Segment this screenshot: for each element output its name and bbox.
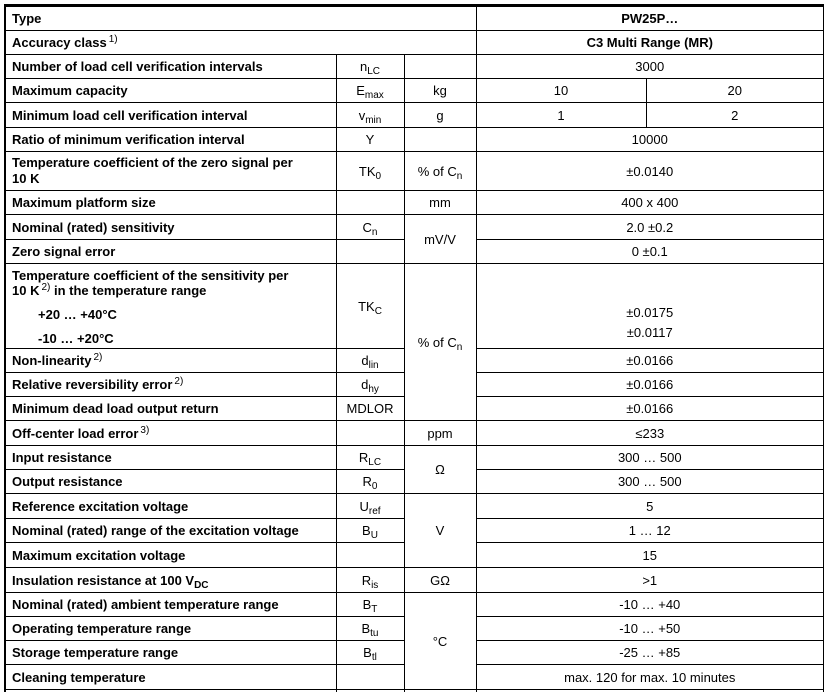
value: >1 (476, 568, 824, 593)
value-range1: 10 (476, 79, 646, 103)
symbol: $d_{lin}$ (336, 349, 404, 373)
type-value: PW25P… (476, 6, 824, 31)
param-label: Ratio of minimum verification interval (5, 128, 336, 152)
symbol: $n_{LC}$ (336, 55, 404, 79)
footnote-marker: 2) (174, 376, 184, 387)
value: ≤233 (476, 421, 824, 446)
unit: Ω (404, 446, 476, 494)
symbol (336, 543, 404, 568)
param-label: Relative reversibility error $^{2)}$ (5, 373, 336, 397)
unit: mV/V (404, 215, 476, 264)
symbol: $R_{LC}$ (336, 446, 404, 470)
param-label: Output resistance (5, 470, 336, 494)
row-ambient-temperature-range (5, 593, 824, 617)
unit: g (404, 103, 476, 128)
symbol: MDLOR (336, 397, 404, 421)
symbol: $E_{max}$ (336, 79, 404, 103)
value: -25 … +85 (476, 641, 824, 665)
row-verification-intervals (5, 55, 824, 79)
symbol: $d_{hy}$ (336, 373, 404, 397)
symbol: $TK_C$ (336, 264, 404, 349)
value: 400 x 400 (476, 191, 824, 215)
value-range2: 20 (646, 79, 824, 103)
unit: mm (404, 191, 476, 215)
temp-range-1: +20 … +40°C (38, 307, 117, 322)
unit: °C (404, 593, 476, 690)
row-insulation-resistance (5, 568, 824, 593)
row-input-resistance (5, 446, 824, 470)
symbol: $B_{tl}$ (336, 641, 404, 665)
value-range2: 2 (646, 103, 824, 128)
value: 0 ±0.1 (476, 240, 824, 264)
type-label: Type (12, 11, 42, 26)
unit: GΩ (404, 568, 476, 593)
value: 10000 (476, 128, 824, 152)
param-label: Nominal (rated) sensitivity (5, 215, 336, 240)
value: 2.0 ±0.2 (476, 215, 824, 240)
footnote-marker: 2) (93, 352, 103, 363)
param-label: Nominal (rated) ambient temperature range (5, 593, 336, 617)
symbol: Y (336, 128, 404, 152)
unit: % of $C_n$ (404, 152, 476, 191)
row-reference-excitation-voltage (5, 494, 824, 519)
param-label: Minimum load cell verification interval (5, 103, 336, 128)
symbol: $R_{is}$ (336, 568, 404, 593)
unit: kg (404, 79, 476, 103)
value: ±0.0166 (476, 397, 824, 421)
value-range1: 1 (476, 103, 646, 128)
load-cell-spec-table (4, 4, 824, 692)
value: 15 (476, 543, 824, 568)
value: ±0.0166 (476, 373, 824, 397)
value-range-1: ±0.0175 (626, 305, 674, 320)
value (476, 264, 824, 349)
value: 1 … 12 (476, 519, 824, 543)
symbol (336, 191, 404, 215)
value: -10 … +50 (476, 617, 824, 641)
spec-table-wrapper (4, 4, 824, 692)
footnote-marker: 1) (108, 34, 118, 45)
temp-range-2: -10 … +20°C (38, 331, 114, 346)
symbol (336, 240, 404, 264)
symbol: $B_U$ (336, 519, 404, 543)
row-off-center-load-error (5, 421, 824, 446)
value-range-2: ±0.0117 (626, 325, 673, 340)
param-label: Reference excitation voltage (5, 494, 336, 519)
param-label: Maximum platform size (5, 191, 336, 215)
value: 300 … 500 (476, 470, 824, 494)
param-label: Maximum capacity (5, 79, 336, 103)
param-label (5, 6, 476, 31)
symbol: $R_0$ (336, 470, 404, 494)
param-label: Temperature coefficient of the sensitivity per 10 K $^{2)}$ in the temperature range +20 … +40°C -10 … +20°C (5, 264, 336, 349)
row-maximum-capacity (5, 79, 824, 103)
param-label: Nominal (rated) range of the excitation voltage (5, 519, 336, 543)
param-label: Cleaning temperature (5, 665, 336, 690)
symbol: $C_n$ (336, 215, 404, 240)
symbol (336, 665, 404, 690)
row-maximum-platform-size (5, 191, 824, 215)
row-ratio-verification-interval (5, 128, 824, 152)
value: -10 … +40 (476, 593, 824, 617)
param-label: Operating temperature range (5, 617, 336, 641)
value: 300 … 500 (476, 446, 824, 470)
symbol: $TK_0$ (336, 152, 404, 191)
unit (404, 55, 476, 79)
unit: % of $C_n$ (404, 264, 476, 421)
param-label: Minimum dead load output return (5, 397, 336, 421)
value: 3000 (476, 55, 824, 79)
param-label: Accuracy class $^{1)}$ (5, 31, 476, 55)
row-minimum-verification-interval (5, 103, 824, 128)
row-type (5, 6, 824, 31)
unit: ppm (404, 421, 476, 446)
symbol: $B_T$ (336, 593, 404, 617)
param-label: Insulation resistance at 100 $V_{DC}$ (5, 568, 336, 593)
symbol (336, 421, 404, 446)
param-label: Temperature coefficient of the zero signal per 10 K (5, 152, 336, 191)
row-temp-coeff-zero-signal (5, 152, 824, 191)
footnote-marker: 2) (41, 282, 51, 293)
row-nominal-sensitivity (5, 215, 824, 240)
symbol: $B_{tu}$ (336, 617, 404, 641)
row-temp-coeff-sensitivity (5, 264, 824, 349)
param-label: Storage temperature range (5, 641, 336, 665)
value: ±0.0140 (476, 152, 824, 191)
param-label: Off-center load error $^{3)}$ (5, 421, 336, 446)
unit: V (404, 494, 476, 568)
value: max. 120 for max. 10 minutes (476, 665, 824, 690)
symbol: $U_{ref}$ (336, 494, 404, 519)
symbol: $v_{min}$ (336, 103, 404, 128)
value: 5 (476, 494, 824, 519)
param-label: Non-linearity $^{2)}$ (5, 349, 336, 373)
footnote-marker: 3) (140, 424, 150, 436)
param-label: Maximum excitation voltage (5, 543, 336, 568)
accuracy-value: C3 Multi Range (MR) (476, 31, 824, 55)
param-label: Input resistance (5, 446, 336, 470)
value: ±0.0166 (476, 349, 824, 373)
row-accuracy-class (5, 31, 824, 55)
param-label: Number of load cell verification intervals (5, 55, 336, 79)
unit (404, 128, 476, 152)
param-label: Zero signal error (5, 240, 336, 264)
